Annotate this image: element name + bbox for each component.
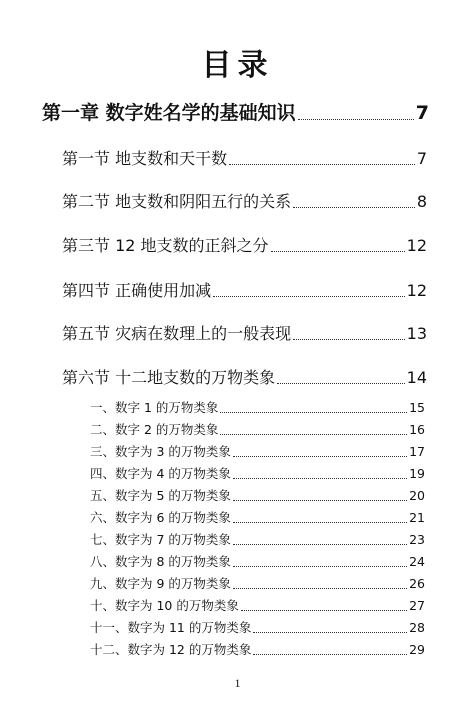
dot-leader xyxy=(233,500,407,501)
dot-leader xyxy=(271,251,405,252)
toc-entry-label: 七、数字为 7 的万物类象 xyxy=(90,532,231,547)
toc-entry-section-2[interactable] xyxy=(62,189,427,212)
toc-entry-subsection-2[interactable] xyxy=(90,420,425,438)
dot-leader xyxy=(233,478,407,479)
toc-entry-label: 第五节 灾病在数理上的一般表现 xyxy=(62,324,292,343)
dot-leader xyxy=(253,632,407,633)
toc-entry-page: 28 xyxy=(409,620,425,635)
toc-entry-page: 23 xyxy=(409,532,425,547)
dot-leader xyxy=(253,654,407,655)
toc-entry-page: 12 xyxy=(406,236,427,255)
toc-entry-section-1[interactable] xyxy=(62,146,427,169)
dot-leader xyxy=(220,434,407,435)
toc-entry-label: 第六节 十二地支数的万物类象 xyxy=(62,368,276,387)
toc-entry-page: 14 xyxy=(406,368,427,387)
toc-entry-page: 29 xyxy=(409,642,425,657)
dot-leader xyxy=(293,339,405,340)
page-number: 1 xyxy=(234,676,241,690)
toc-entry-section-5[interactable] xyxy=(62,321,427,344)
toc-entry-label: 二、数字 2 的万物类象 xyxy=(90,422,219,437)
dot-leader xyxy=(233,566,407,567)
toc-entry-label: 八、数字为 8 的万物类象 xyxy=(90,554,231,569)
toc-entry-subsection-9[interactable] xyxy=(90,574,425,592)
toc-entry-label: 第三节 12 地支数的正斜之分 xyxy=(62,236,269,255)
toc-entry-page: 7 xyxy=(415,102,429,124)
toc-entry-label: 十二、数字为 12 的万物类象 xyxy=(90,642,252,657)
toc-entry-label: 第二节 地支数和阴阳五行的关系 xyxy=(62,192,292,211)
toc-entry-page: 19 xyxy=(409,466,425,481)
dot-leader xyxy=(277,383,405,384)
toc-entry-page: 7 xyxy=(416,149,427,168)
dot-leader xyxy=(233,544,407,545)
dot-leader xyxy=(229,164,415,165)
toc-entry-label: 第一节 地支数和天干数 xyxy=(62,149,228,168)
toc-entry-page: 15 xyxy=(409,400,425,415)
toc-entry-label: 九、数字为 9 的万物类象 xyxy=(90,576,231,591)
toc-entry-label: 五、数字为 5 的万物类象 xyxy=(90,488,231,503)
toc-entry-section-4[interactable] xyxy=(62,278,427,301)
toc-entry-page: 13 xyxy=(406,324,427,343)
toc-entry-label: 六、数字为 6 的万物类象 xyxy=(90,510,231,525)
toc-entry-subsection-5[interactable] xyxy=(90,486,425,504)
toc-entry-subsection-10[interactable] xyxy=(90,596,425,614)
toc-entry-label: 第一章 数字姓名学的基础知识 xyxy=(42,102,296,124)
dot-leader xyxy=(233,456,407,457)
toc-entry-section-6[interactable] xyxy=(62,365,427,388)
toc-entry-page: 12 xyxy=(406,281,427,300)
toc-entry-label: 一、数字 1 的万物类象 xyxy=(90,400,219,415)
toc-entry-subsection-3[interactable] xyxy=(90,442,425,460)
toc-entry-subsection-4[interactable] xyxy=(90,464,425,482)
toc-entry-label: 四、数字为 4 的万物类象 xyxy=(90,466,231,481)
toc-entry-page: 24 xyxy=(409,554,425,569)
dot-leader xyxy=(233,522,407,523)
toc-entry-page: 20 xyxy=(409,488,425,503)
dot-leader xyxy=(298,119,414,120)
page-title: 目录 xyxy=(201,48,274,83)
dot-leader xyxy=(233,588,407,589)
toc-entry-subsection-12[interactable] xyxy=(90,640,425,658)
toc-entry-label: 十、数字为 10 的万物类象 xyxy=(90,598,239,613)
toc-entry-subsection-1[interactable] xyxy=(90,398,425,416)
dot-leader xyxy=(241,610,407,611)
toc-entry-subsection-7[interactable] xyxy=(90,530,425,548)
toc-entry-chapter-1[interactable] xyxy=(42,98,429,125)
toc-entry-page: 26 xyxy=(409,576,425,591)
toc-entry-page: 27 xyxy=(409,598,425,613)
toc-entry-page: 8 xyxy=(416,192,427,211)
dot-leader xyxy=(213,296,405,297)
toc-entry-label: 第四节 正确使用加减 xyxy=(62,281,212,300)
toc-entry-label: 三、数字为 3 的万物类象 xyxy=(90,444,231,459)
dot-leader xyxy=(220,412,407,413)
toc-entry-subsection-8[interactable] xyxy=(90,552,425,570)
toc-entry-label: 十一、数字为 11 的万物类象 xyxy=(90,620,252,635)
toc-entry-page: 17 xyxy=(409,444,425,459)
toc-entry-section-3[interactable] xyxy=(62,233,427,256)
toc-entry-page: 21 xyxy=(409,510,425,525)
dot-leader xyxy=(293,207,415,208)
toc-entry-subsection-6[interactable] xyxy=(90,508,425,526)
toc-entry-page: 16 xyxy=(409,422,425,437)
toc-entry-subsection-11[interactable] xyxy=(90,618,425,636)
